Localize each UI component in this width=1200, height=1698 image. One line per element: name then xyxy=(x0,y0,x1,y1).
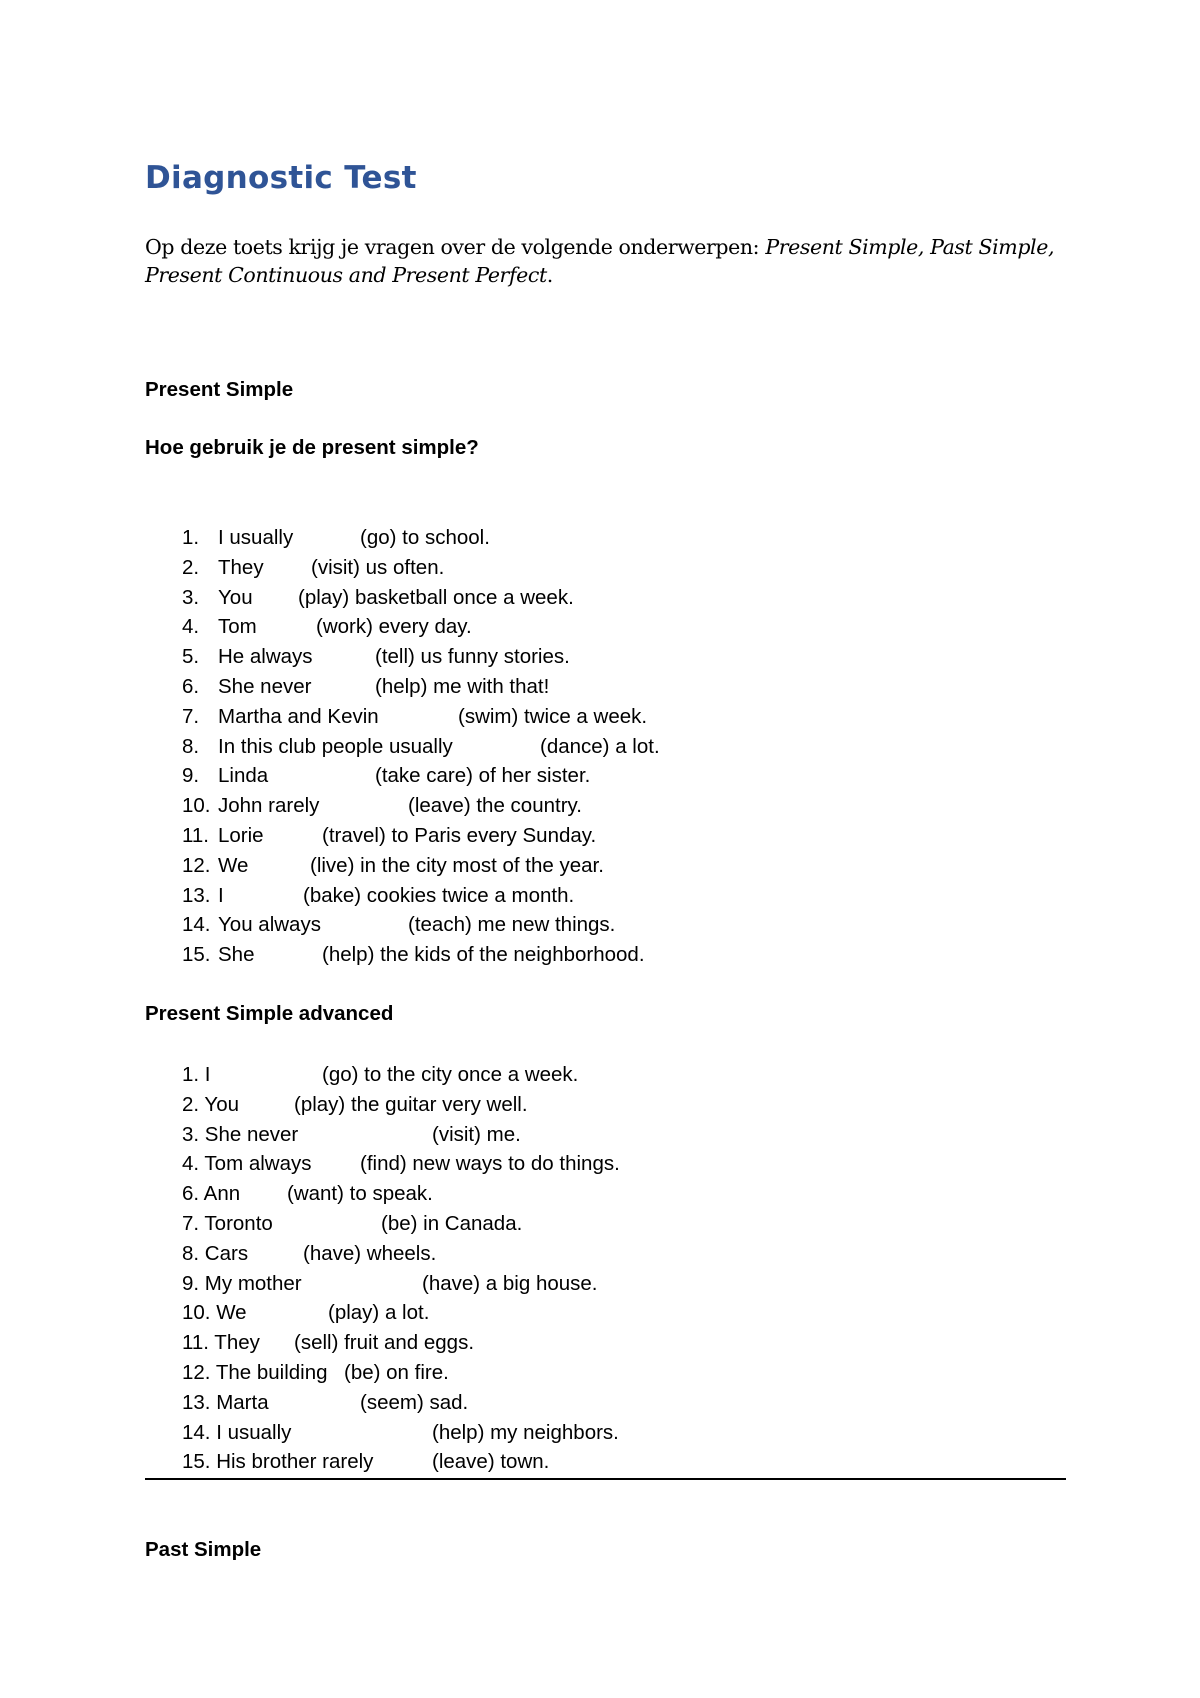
section-heading-present-simple-advanced: Present Simple advanced xyxy=(145,1002,394,1025)
exercise-number: 11. xyxy=(182,823,209,847)
section-heading-past-simple: Past Simple xyxy=(145,1538,262,1561)
exercise-verb-prompt: (teach) me new things. xyxy=(408,913,616,937)
section-question: Hoe gebruik je de present simple? xyxy=(145,436,479,459)
exercise-verb-prompt: (help) the kids of the neighborhood. xyxy=(322,943,645,967)
exercise-item xyxy=(182,761,591,791)
section-heading-present-simple: Present Simple xyxy=(145,378,294,401)
exercise-item xyxy=(182,1239,437,1269)
exercise-verb-prompt: (dance) a lot. xyxy=(540,734,660,758)
exercise-subject: 8. Cars xyxy=(182,1241,249,1265)
exercise-verb-prompt: (work) every day. xyxy=(316,615,472,639)
exercise-number: 10. xyxy=(182,794,211,818)
exercise-subject: I xyxy=(218,883,224,907)
exercise-verb-prompt: (help) me with that! xyxy=(375,674,550,698)
exercise-verb-prompt: (travel) to Paris every Sunday. xyxy=(322,823,597,847)
exercise-verb-prompt: (go) to the city once a week. xyxy=(322,1063,579,1086)
exercise-subject: 4. Tom always xyxy=(182,1152,312,1176)
exercise-item xyxy=(182,1388,469,1418)
exercise-subject: 2. You xyxy=(182,1092,240,1116)
exercise-item xyxy=(182,1418,619,1448)
exercise-verb-prompt: (visit) me. xyxy=(432,1122,521,1146)
exercise-subject: John rarely xyxy=(218,794,320,818)
exercise-subject: You xyxy=(218,585,253,609)
exercise-list-advanced xyxy=(182,1060,620,1477)
exercise-verb-prompt: (want) to speak. xyxy=(287,1182,433,1206)
exercise-item xyxy=(182,1209,523,1239)
exercise-verb-prompt: (have) a big house. xyxy=(422,1271,598,1295)
exercise-verb-prompt: (play) the guitar very well. xyxy=(294,1092,528,1116)
exercise-verb-prompt: (take care) of her sister. xyxy=(375,764,591,788)
exercise-item xyxy=(182,1149,620,1179)
exercise-verb-prompt: (bake) cookies twice a month. xyxy=(303,883,575,907)
document-title: Diagnostic Test xyxy=(145,160,417,196)
exercise-verb-prompt: (swim) twice a week. xyxy=(458,704,648,728)
exercise-verb-prompt: (leave) the country. xyxy=(408,794,582,818)
exercise-list-basic xyxy=(182,523,660,970)
exercise-item xyxy=(182,881,575,911)
exercise-item xyxy=(182,1269,598,1299)
exercise-verb-prompt: (be) in Canada. xyxy=(381,1211,523,1235)
exercise-number: 7. xyxy=(182,704,200,728)
exercise-number: 13. xyxy=(182,883,211,907)
exercise-verb-prompt: (go) to school. xyxy=(360,526,490,549)
exercise-number: 15. xyxy=(182,943,211,967)
exercise-item xyxy=(182,1298,430,1328)
exercise-number: 2. xyxy=(182,555,200,579)
exercise-verb-prompt: (be) on fire. xyxy=(344,1360,449,1384)
exercise-subject: 10. We xyxy=(182,1301,247,1325)
exercise-verb-prompt: (tell) us funny stories. xyxy=(375,645,570,669)
exercise-subject: 1. I xyxy=(182,1063,211,1086)
exercise-number: 5. xyxy=(182,645,200,669)
exercise-item xyxy=(182,583,574,613)
exercise-subject: 15. His brother rarely xyxy=(182,1450,374,1474)
exercise-item xyxy=(182,1179,433,1209)
exercise-verb-prompt: (leave) town. xyxy=(432,1450,550,1474)
exercise-item xyxy=(182,553,445,583)
exercise-verb-prompt: (play) basketball once a week. xyxy=(298,585,574,609)
exercise-item xyxy=(182,612,472,642)
exercise-subject: 14. I usually xyxy=(182,1420,292,1444)
exercise-item xyxy=(182,910,616,940)
exercise-number: 9. xyxy=(182,764,200,788)
exercise-subject: 7. Toronto xyxy=(182,1211,273,1235)
intro-lead: Op deze toets krijg je vragen over de volgende onderwerpen: xyxy=(145,235,766,259)
exercise-item xyxy=(182,642,570,672)
exercise-item xyxy=(182,1120,521,1150)
exercise-subject: We xyxy=(218,853,249,877)
exercise-subject: They xyxy=(218,555,264,579)
exercise-item xyxy=(182,702,648,732)
exercise-item xyxy=(182,1090,528,1120)
exercise-item xyxy=(182,1447,550,1477)
exercise-subject: Lorie xyxy=(218,823,264,847)
exercise-item xyxy=(182,940,645,970)
exercise-subject: 12. The building xyxy=(182,1360,328,1384)
exercise-subject: He always xyxy=(218,645,313,669)
exercise-item xyxy=(182,791,582,821)
exercise-item xyxy=(182,1328,475,1358)
intro-paragraph xyxy=(145,233,1065,289)
exercise-verb-prompt: (help) my neighbors. xyxy=(432,1420,619,1444)
exercise-number: 3. xyxy=(182,585,200,609)
exercise-item xyxy=(182,851,604,881)
intro-topics: Present Simple, Past Simple, Present Continuous and Present Perfect xyxy=(145,235,1055,287)
exercise-item xyxy=(182,672,550,702)
section-divider xyxy=(145,1478,1066,1480)
exercise-subject: Linda xyxy=(218,764,269,788)
exercise-item xyxy=(182,523,490,553)
exercise-subject: Tom xyxy=(218,615,257,639)
exercise-number: 1. xyxy=(182,526,200,549)
exercise-verb-prompt: (live) in the city most of the year. xyxy=(310,853,604,877)
exercise-verb-prompt: (play) a lot. xyxy=(328,1301,430,1325)
exercise-subject: She never xyxy=(218,674,312,698)
exercise-item xyxy=(182,732,660,762)
exercise-verb-prompt: (have) wheels. xyxy=(303,1241,437,1265)
exercise-item xyxy=(182,821,597,851)
exercise-subject: 13. Marta xyxy=(182,1390,269,1414)
exercise-number: 12. xyxy=(182,853,211,877)
exercise-number: 6. xyxy=(182,674,200,698)
exercise-subject: Martha and Kevin xyxy=(218,704,379,728)
exercise-verb-prompt: (sell) fruit and eggs. xyxy=(294,1331,475,1355)
exercise-item xyxy=(182,1060,579,1090)
exercise-subject: 6. Ann xyxy=(182,1182,241,1206)
exercise-subject: 9. My mother xyxy=(182,1271,302,1295)
exercise-verb-prompt: (visit) us often. xyxy=(311,555,445,579)
exercise-subject: You always xyxy=(218,913,321,937)
exercise-verb-prompt: (find) new ways to do things. xyxy=(360,1152,620,1176)
exercise-verb-prompt: (seem) sad. xyxy=(360,1390,469,1414)
intro-end: . xyxy=(546,263,553,287)
exercise-subject: She xyxy=(218,943,255,967)
exercise-number: 14. xyxy=(182,913,211,937)
exercise-subject: 3. She never xyxy=(182,1122,299,1146)
exercise-subject: 11. They xyxy=(182,1331,260,1355)
exercise-number: 8. xyxy=(182,734,200,758)
exercise-subject: In this club people usually xyxy=(218,734,453,758)
exercise-number: 4. xyxy=(182,615,200,639)
exercise-subject: I usually xyxy=(218,526,294,549)
exercise-item xyxy=(182,1358,449,1388)
